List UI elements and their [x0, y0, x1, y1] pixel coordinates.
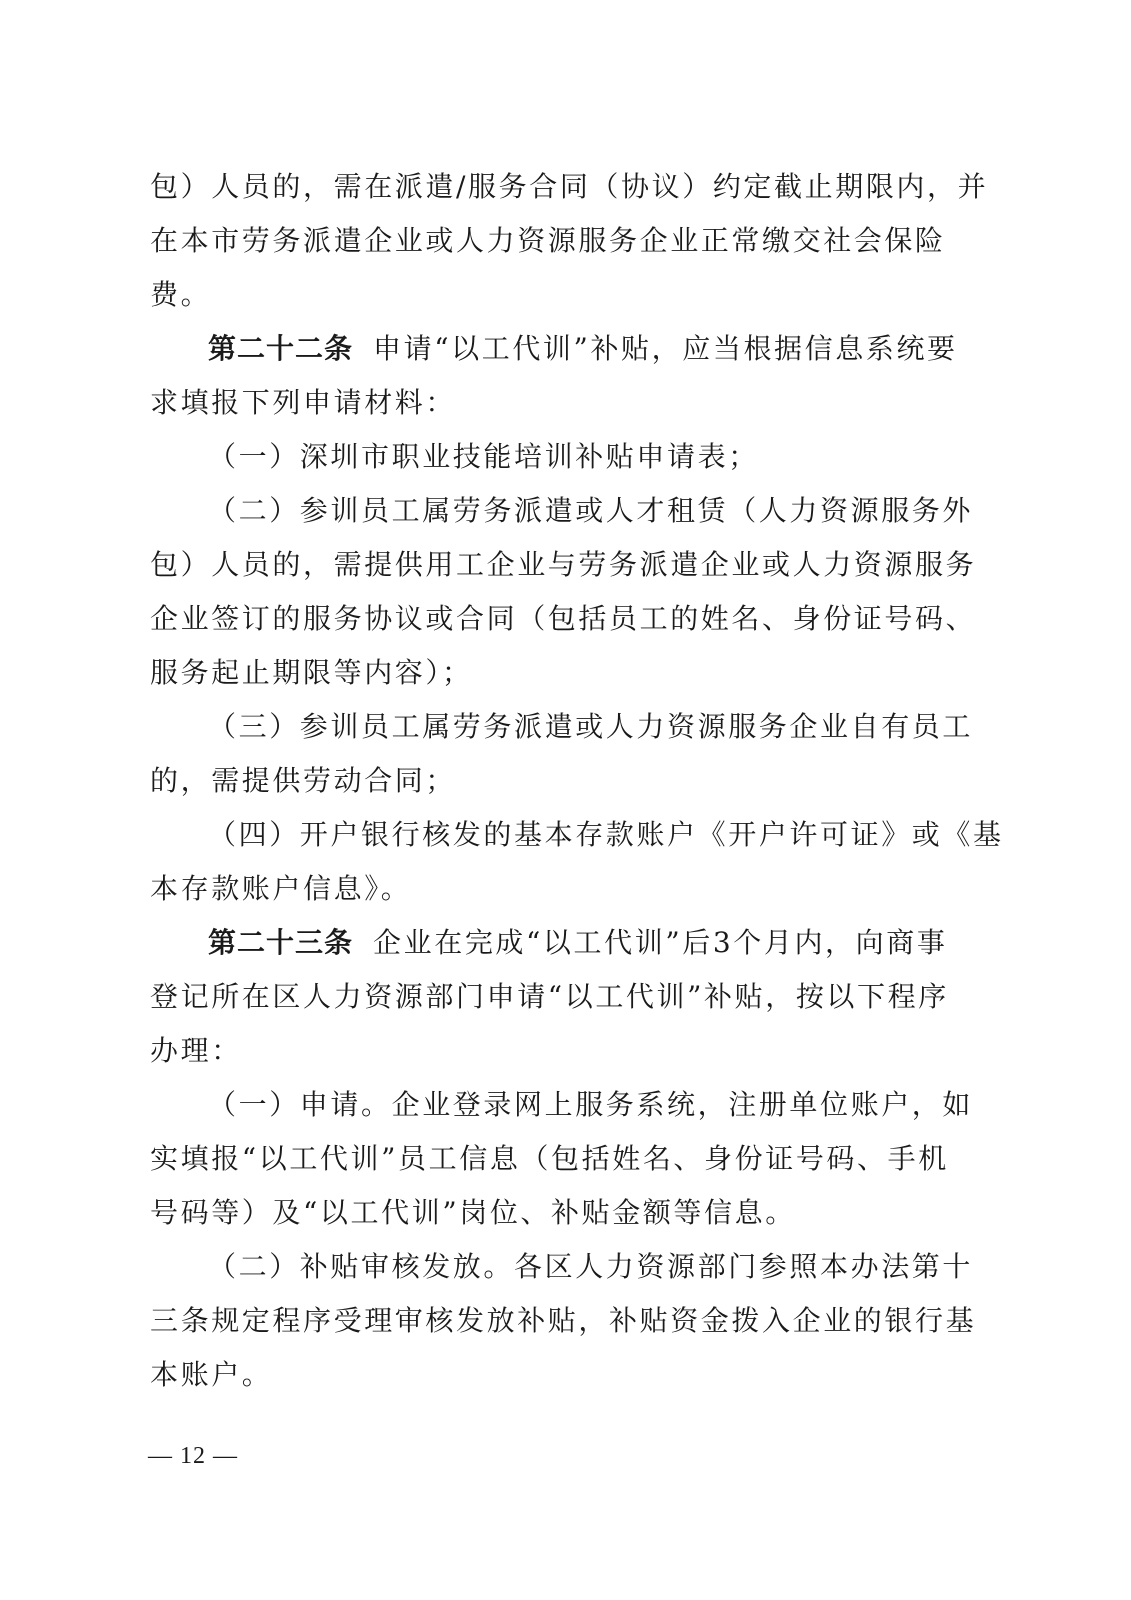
text-line: 服务起止期限等内容）； — [150, 656, 473, 689]
text-line: 三条规定程序受理审核发放补贴，补贴资金拨入企业的银行基 — [150, 1304, 977, 1337]
article-23-heading-line — [150, 916, 962, 970]
list-item: （二）补贴审核发放。各区人力资源部门参照本办法第十 — [208, 1250, 974, 1283]
article-22-heading-line — [150, 322, 962, 376]
article-23-label: 第二十三条 — [208, 926, 354, 959]
text-line: 的，需提供劳动合同； — [150, 764, 457, 797]
text-line: 号码等）及“以工代训”岗位、补贴金额等信息。 — [150, 1196, 796, 1229]
text-line: 在本市劳务派遣企业或人力资源服务企业正常缴交社会保险 — [150, 224, 946, 257]
text-line: 费。 — [150, 278, 212, 311]
document-body — [150, 160, 1004, 1402]
list-item: （一）申请。企业登录网上服务系统，注册单位账户，如 — [208, 1088, 974, 1121]
page-number: — 12 — — [148, 1443, 238, 1469]
text-line: 企业签订的服务协议或合同（包括员工的姓名、身份证号码、 — [150, 602, 977, 635]
text-line: 包）人员的，需在派遣/服务合同（协议）约定截止期限内，并 — [150, 170, 989, 203]
text-line: 本存款账户信息》。 — [150, 872, 412, 905]
article-23-text: 企业在完成“以工代训”后3个月内，向商事 — [373, 926, 948, 959]
list-item: （一）深圳市职业技能培训补贴申请表； — [208, 440, 759, 473]
text-line: 本账户。 — [150, 1358, 273, 1391]
text-line: 登记所在区人力资源部门申请“以工代训”补贴，按以下程序 — [150, 980, 949, 1013]
list-item: （三）参训员工属劳务派遣或人力资源服务企业自有员工 — [208, 710, 974, 743]
text-line: 办理： — [150, 1034, 242, 1067]
text-line: 求填报下列申请材料： — [150, 386, 457, 419]
article-22-text: 申请“以工代训”补贴，应当根据信息系统要 — [373, 332, 958, 365]
list-item: （二）参训员工属劳务派遣或人才租赁（人力资源服务外 — [208, 494, 974, 527]
text-line: 包）人员的，需提供用工企业与劳务派遣企业或人力资源服务 — [150, 548, 977, 581]
text-line: 实填报“以工代训”员工信息（包括姓名、身份证号码、手机 — [150, 1142, 949, 1175]
list-item: （四）开户银行核发的基本存款账户《开户许可证》或《基 — [208, 818, 1004, 851]
article-22-label: 第二十二条 — [208, 332, 354, 365]
